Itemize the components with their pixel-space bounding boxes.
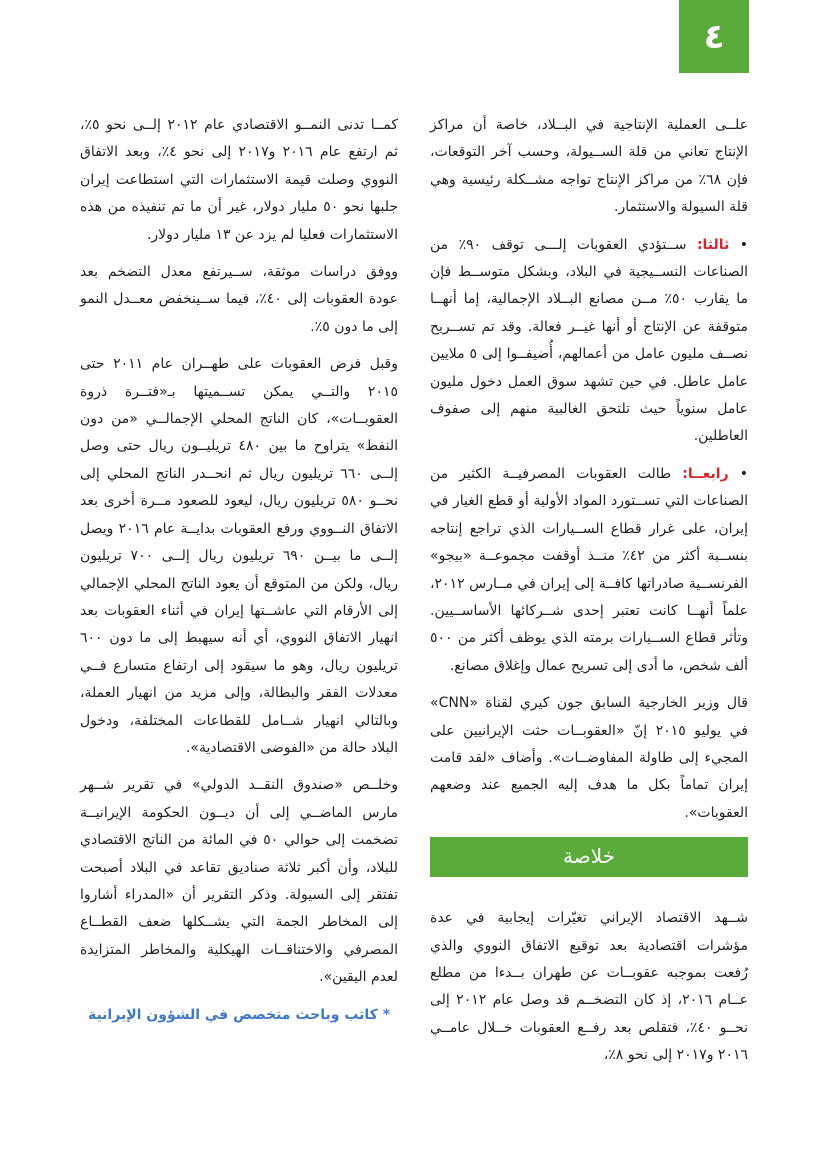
left-column (80, 112, 398, 1029)
paragraph: وقبل فرض العقوبات على طهــران عام ٢٠١١ حتى ٢٠١٥ والتــي يمكن تســميتها بـ«فتــرة ذروة العقوبــات»، كان الناتج المحلي الإجمالــي «من دون النفط» يتراوح ما بين ٤٨٠ تريليــون ريال حتى وصل إلــى ٦٦٠ تريليون ريال ثم انحــدر الناتج المحلي إلى نحــو ٥٨٠ تريليون ريال، ليعود للصعود مــرة أخرى بعد الاتفاق النــووي ورفع العقوبات بدايــة عام ٢٠١٦ ويصل إلــى ما بيــن ٦٩٠ تريليون ريال إلــى ٧٠٠ تريليون ريال، ولكن من المتوقع أن يعود الناتج المحلي الإجمالي إلى الأرقام التي عاشــتها إيران في أثناء العقوبات بعد انهيار الاتفاق النووي، أي أنه سيهبط إلى ما دون ٦٠٠ تريليون ريال، وهو ما سيقود إلى ارتفاع متسارع فــي معدلات الفقر والبطالة، وإلى مزيد من انهيار العملة، وبالتالي انهيار شــامل للقطاعات المختلفة، ودخول البلاد حالة من «الفوضى الاقتصادية». (80, 356, 399, 756)
bullet: • (739, 465, 748, 482)
paragraph: علــى العملية الإنتاجية في البــلاد، خاصة أن مراكز الإنتاج تعاني من قلة الســيولة، وحسب آخر التوقعات، فإن ٦٨٪ من مراكز الإنتاج تواجه مشــكلة رئيسية وهي قلة السيولة والاستثمار. (430, 117, 748, 216)
section-heading-text: خلاصة (563, 844, 616, 869)
bullet: • (739, 236, 748, 253)
paragraph-third-point (430, 232, 748, 451)
lead-label: رابعــا: (682, 465, 729, 482)
paragraph: كمــا تدنى النمــو الاقتصادي عام ٢٠١٢ إلــى نحو ٥٪، ثم ارتفع عام ٢٠١٦ و٢٠١٧ إلى نحو ٤٪، وبعد الاتفاق النووي وصلت قيمة الاستثمارات التي استطاعت إيران جلبها نحو ٥٠ مليار دولار، غير أن ما تم تنفيذه من هذه الاستثمارات فعليا لم يزد عن ١٣ مليار دولار. (80, 117, 398, 243)
paragraph: وخلــص «صندوق النقــد الدولي» في تقرير شــهر مارس الماضــي إلى أن ديــون الحكومة الإيرانيــة تضخمت إلى حوالي ٥٠ في المائة من الناتج الاقتصادي للبلاد، وأن أكبر ثلاثة صناديق تقاعد في البلاد أصبحت تفتقر إلى السيولة. وذكر التقرير أن «المدراء أشاروا إلى المخاطر الجمة التي يشــكلها ضعف القطــاع المصرفي والاختناقــات الهيكلية والمخاطر المتزايدة لعدم اليقين». (80, 777, 398, 986)
page-number: ٤ (703, 16, 725, 57)
lead-label: ثالثا: (696, 236, 730, 253)
paragraph-fourth-point (430, 461, 748, 680)
paragraph: قال وزير الخارجية السابق جون كيري لقناة «CNN» في يوليو ٢٠١٥ إنّ «العقوبــات حثت الإيرانيين على المجيء إلى طاولة المفاوضــات». وأضاف «لقد قامت إيران تماماً بكل ما هدف إليه الجميع عند وضعهم العقوبات». (430, 695, 748, 821)
page-number-badge (679, 0, 749, 73)
paragraph-text: ســتؤدي العقوبات إلـــى توقف ٩٠٪ من الصناعات النســيجية في البلاد، وبشكل متوســط فإن ما يقارب ٥٠٪ مــن مصانع البــلاد الإجمالية، إما أنهــا متوقفة عن الإنتاج أو أنها غيــر فعالة. وقد تم تســريح نصــف مليون عامل من أعمالهم، أُضيفــوا إلى ٥ ملايين عامل عاطل. في حين تشهد سوق العمل دخول مليون عامل سنوياً حيث تلتحق الغالبية منهم إلى صفوف العاطلين. (430, 236, 748, 445)
paragraph: ووفق دراسات موثقة، ســيرتفع معدل التضخم بعد عودة العقوبات إلى ٤٠٪، فيما ســينخفض معــدل النمو إلى ما دون ٥٪. (80, 264, 398, 335)
paragraph: شــهد الاقتصاد الإيراني تغيّرات إيجابية في عدة مؤشرات اقتصادية بعد توقيع الاتفاق النووي والذي رُفعت بموجبه عقوبــات عن طهران بــدءا من مطلع عــام ٢٠١٦، إذ كان التضخــم قد وصل عام ٢٠١٢ إلى نحــو ٤٠٪، فتقلص بعد رفــع العقوبات خــلال عامــي ٢٠١٦ و٢٠١٧ إلى نحو ٨٪، (430, 910, 748, 1064)
paragraph-text: طالت العقوبات المصرفيــة الكثير من الصناعات التي تســتورد المواد الأولية أو قطع الغيار في إيران، على غرار قطاع الســيارات الذي تراجع إنتاجه بنســبة أكثر من ٤٢٪ منــذ أوقفت مجموعــة «بيجو» الفرنســية صادراتها كافــة إلى إيران في مــارس ٢٠١٢، علماً أنهــا كانت تعتبر إحدى شــركائها الأساســيين. وتأثر قطاع الســيارات برمته الذي يوظف أكثر من ٥٠٠ ألف شخص، ما أدى إلى تسريح عمال وإغلاق مصانع. (430, 465, 748, 674)
section-heading (430, 837, 748, 877)
right-column (430, 112, 748, 1080)
author-note: * كاتب وباحث متخصص في الشؤون الإيرانية (87, 1006, 391, 1023)
